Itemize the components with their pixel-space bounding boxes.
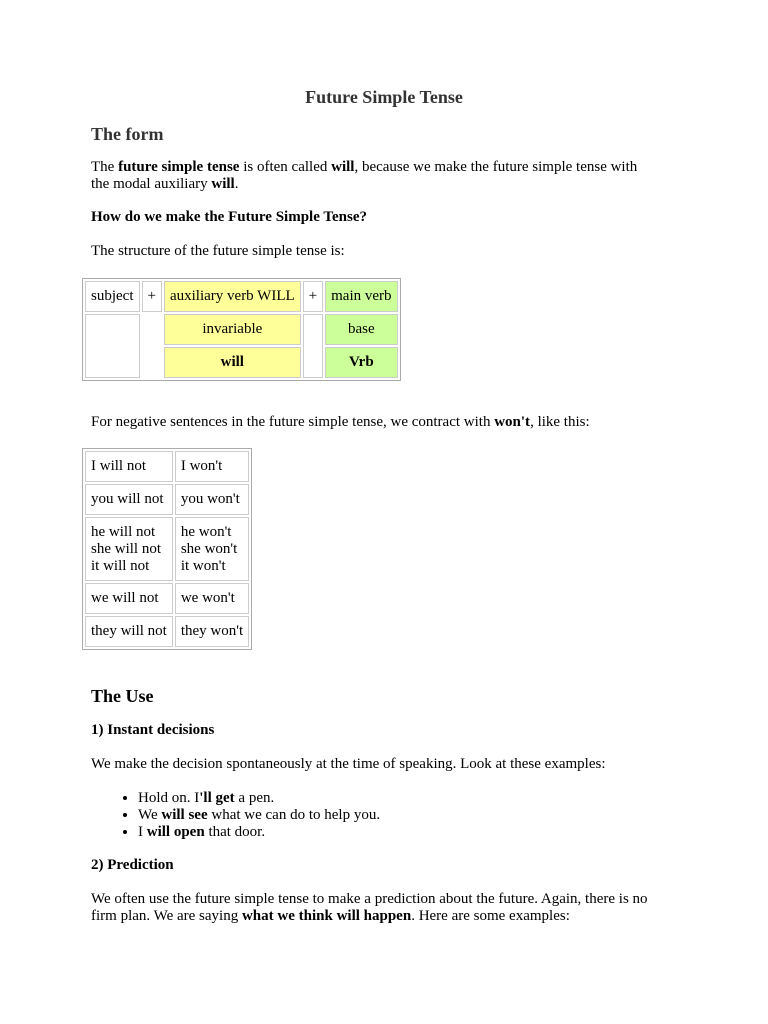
cell-base: base [325,314,397,345]
prediction-line: . Here are some examples: [411,908,570,924]
structure-intro: The structure of the future simple tense is: [91,243,345,259]
prediction-bold: what we think will happen [241,908,412,924]
negative-intro [91,414,681,431]
cell-plus: + [303,281,323,312]
intro-bold: will [331,159,355,175]
cell-empty [142,314,162,378]
example-text: Hold on. I [138,790,200,806]
example-text: what we can do to help you. [207,807,381,823]
neg-short-cell: we won't [175,583,249,614]
cell-invariable: invariable [164,314,301,345]
intro-text: the modal auxiliary [91,176,212,192]
negative-intro-bold: won't [494,414,531,430]
cell-empty [85,314,140,378]
cell-vrb: Vrb [325,347,397,378]
example-bold: will open [146,824,205,840]
list-item [138,807,380,824]
cell-subject: subject [85,281,140,312]
prediction-text [91,891,681,925]
neg-short-cell: they won't [175,616,249,647]
intro-paragraph [91,159,681,193]
example-bold: 'll get [199,790,235,806]
page-title: Future Simple Tense [305,87,463,107]
intro-bold: will [211,176,235,192]
section-heading-form: The form [91,124,164,144]
instant-decisions-text: We make the decision spontaneously at the time of speaking. Look at these examples: [91,756,606,772]
intro-text: is often called [239,159,332,175]
list-item [138,790,380,807]
neg-line: he will not [91,523,156,540]
example-text: a pen. [234,790,275,806]
cell-auxiliary: auxiliary verb WILL [164,281,301,312]
example-text: We [138,807,162,823]
neg-line: she will not [91,540,161,557]
structure-table [82,278,401,381]
neg-short-cell: I won't [175,451,249,482]
list-item [138,824,380,841]
cell-empty [303,314,323,378]
neg-line: it won't [180,557,226,574]
prediction-line: We often use the future simple tense to make a prediction about the future. Again, there is no [91,891,648,907]
negative-intro-text: , like this: [530,414,590,430]
cell-main-verb: main verb [325,281,397,312]
section-heading-use: The Use [91,686,154,706]
neg-line: she won't [180,540,238,557]
subheading-instant-decisions: 1) Instant decisions [91,722,215,738]
subheading-prediction: 2) Prediction [91,857,174,873]
example-text: I [138,824,147,840]
negative-intro-text: For negative sentences in the future simple tense, we contract with [91,414,495,430]
cell-plus: + [142,281,162,312]
question-heading: How do we make the Future Simple Tense? [91,209,367,225]
negative-table [82,448,252,650]
examples-list [91,790,380,841]
example-text: that door. [204,824,266,840]
neg-line: he won't [180,523,232,540]
example-bold: will see [161,807,208,823]
neg-full-cell: I will not [85,451,173,482]
intro-text: , because we make the future simple tense with [354,159,638,175]
neg-full-cell [85,517,173,581]
neg-short-cell: you won't [175,484,249,515]
intro-text: . [234,176,239,192]
neg-short-cell [175,517,249,581]
prediction-line: firm plan. We are saying [91,908,242,924]
neg-full-cell: they will not [85,616,173,647]
intro-bold: future simple tense [118,159,240,175]
neg-full-cell: you will not [85,484,173,515]
intro-text: The [91,159,119,175]
neg-line: it will not [91,557,150,574]
neg-full-cell: we will not [85,583,173,614]
cell-will: will [164,347,301,378]
